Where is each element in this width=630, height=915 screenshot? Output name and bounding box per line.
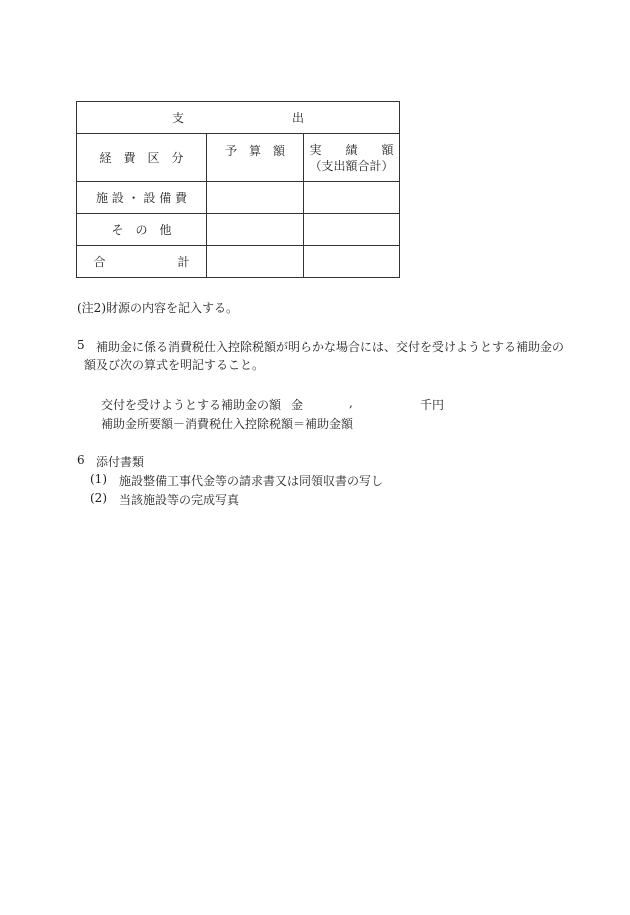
amount-comma: , (349, 396, 353, 410)
column-header-actual (304, 134, 400, 182)
amount-unit: 千円 (420, 398, 445, 412)
row-label-facility: 施 設 ・ 設 備 費 (77, 182, 207, 214)
row-label-other: そ の 他 (77, 214, 207, 246)
attachment-item-1-number: (1) (90, 472, 107, 486)
column-header-budget: 予 算 額 (207, 134, 304, 182)
section-5-number: 5 (77, 338, 85, 352)
expenditure-table (76, 101, 400, 278)
section-6-number: 6 (77, 453, 85, 467)
attachment-item-1-text: 施設整備工事代金等の請求書又は同領収書の写し (119, 474, 384, 488)
table-row (77, 214, 400, 246)
table-row (77, 246, 400, 278)
attachment-item-2-number: (2) (90, 491, 107, 505)
budget-cell (207, 182, 304, 214)
table-row (77, 182, 400, 214)
actual-cell (304, 214, 400, 246)
attachment-item-2-text: 当該施設等の完成写真 (119, 493, 240, 507)
amount-prefix: 金 (291, 398, 304, 412)
actual-cell (304, 182, 400, 214)
column-header-actual-line1: 実 績 額 (309, 142, 394, 157)
column-header-actual-line2: （支出額合計） (309, 158, 394, 173)
table-header-expenditure: 支 出 (77, 102, 400, 134)
section-6-title: 添付書類 (96, 455, 145, 469)
amount-label: 交付を受けようとする補助金の額 (101, 398, 282, 412)
budget-cell (207, 214, 304, 246)
budget-cell (207, 246, 304, 278)
row-label-total: 合 計 (77, 246, 207, 278)
note-2: (注2)財源の内容を記入する。 (77, 301, 238, 315)
actual-cell (304, 246, 400, 278)
column-header-category: 経 費 区 分 (77, 134, 207, 182)
subsidy-formula: 補助金所要額－消費税仕入控除税額＝補助金額 (101, 417, 354, 431)
section-5-text-line2: 額及び次の算式を明記すること。 (84, 358, 265, 372)
section-5-text-line1: 補助金に係る消費税仕入控除税額が明らかな場合には、交付を受けようとする補助金の (96, 340, 565, 354)
